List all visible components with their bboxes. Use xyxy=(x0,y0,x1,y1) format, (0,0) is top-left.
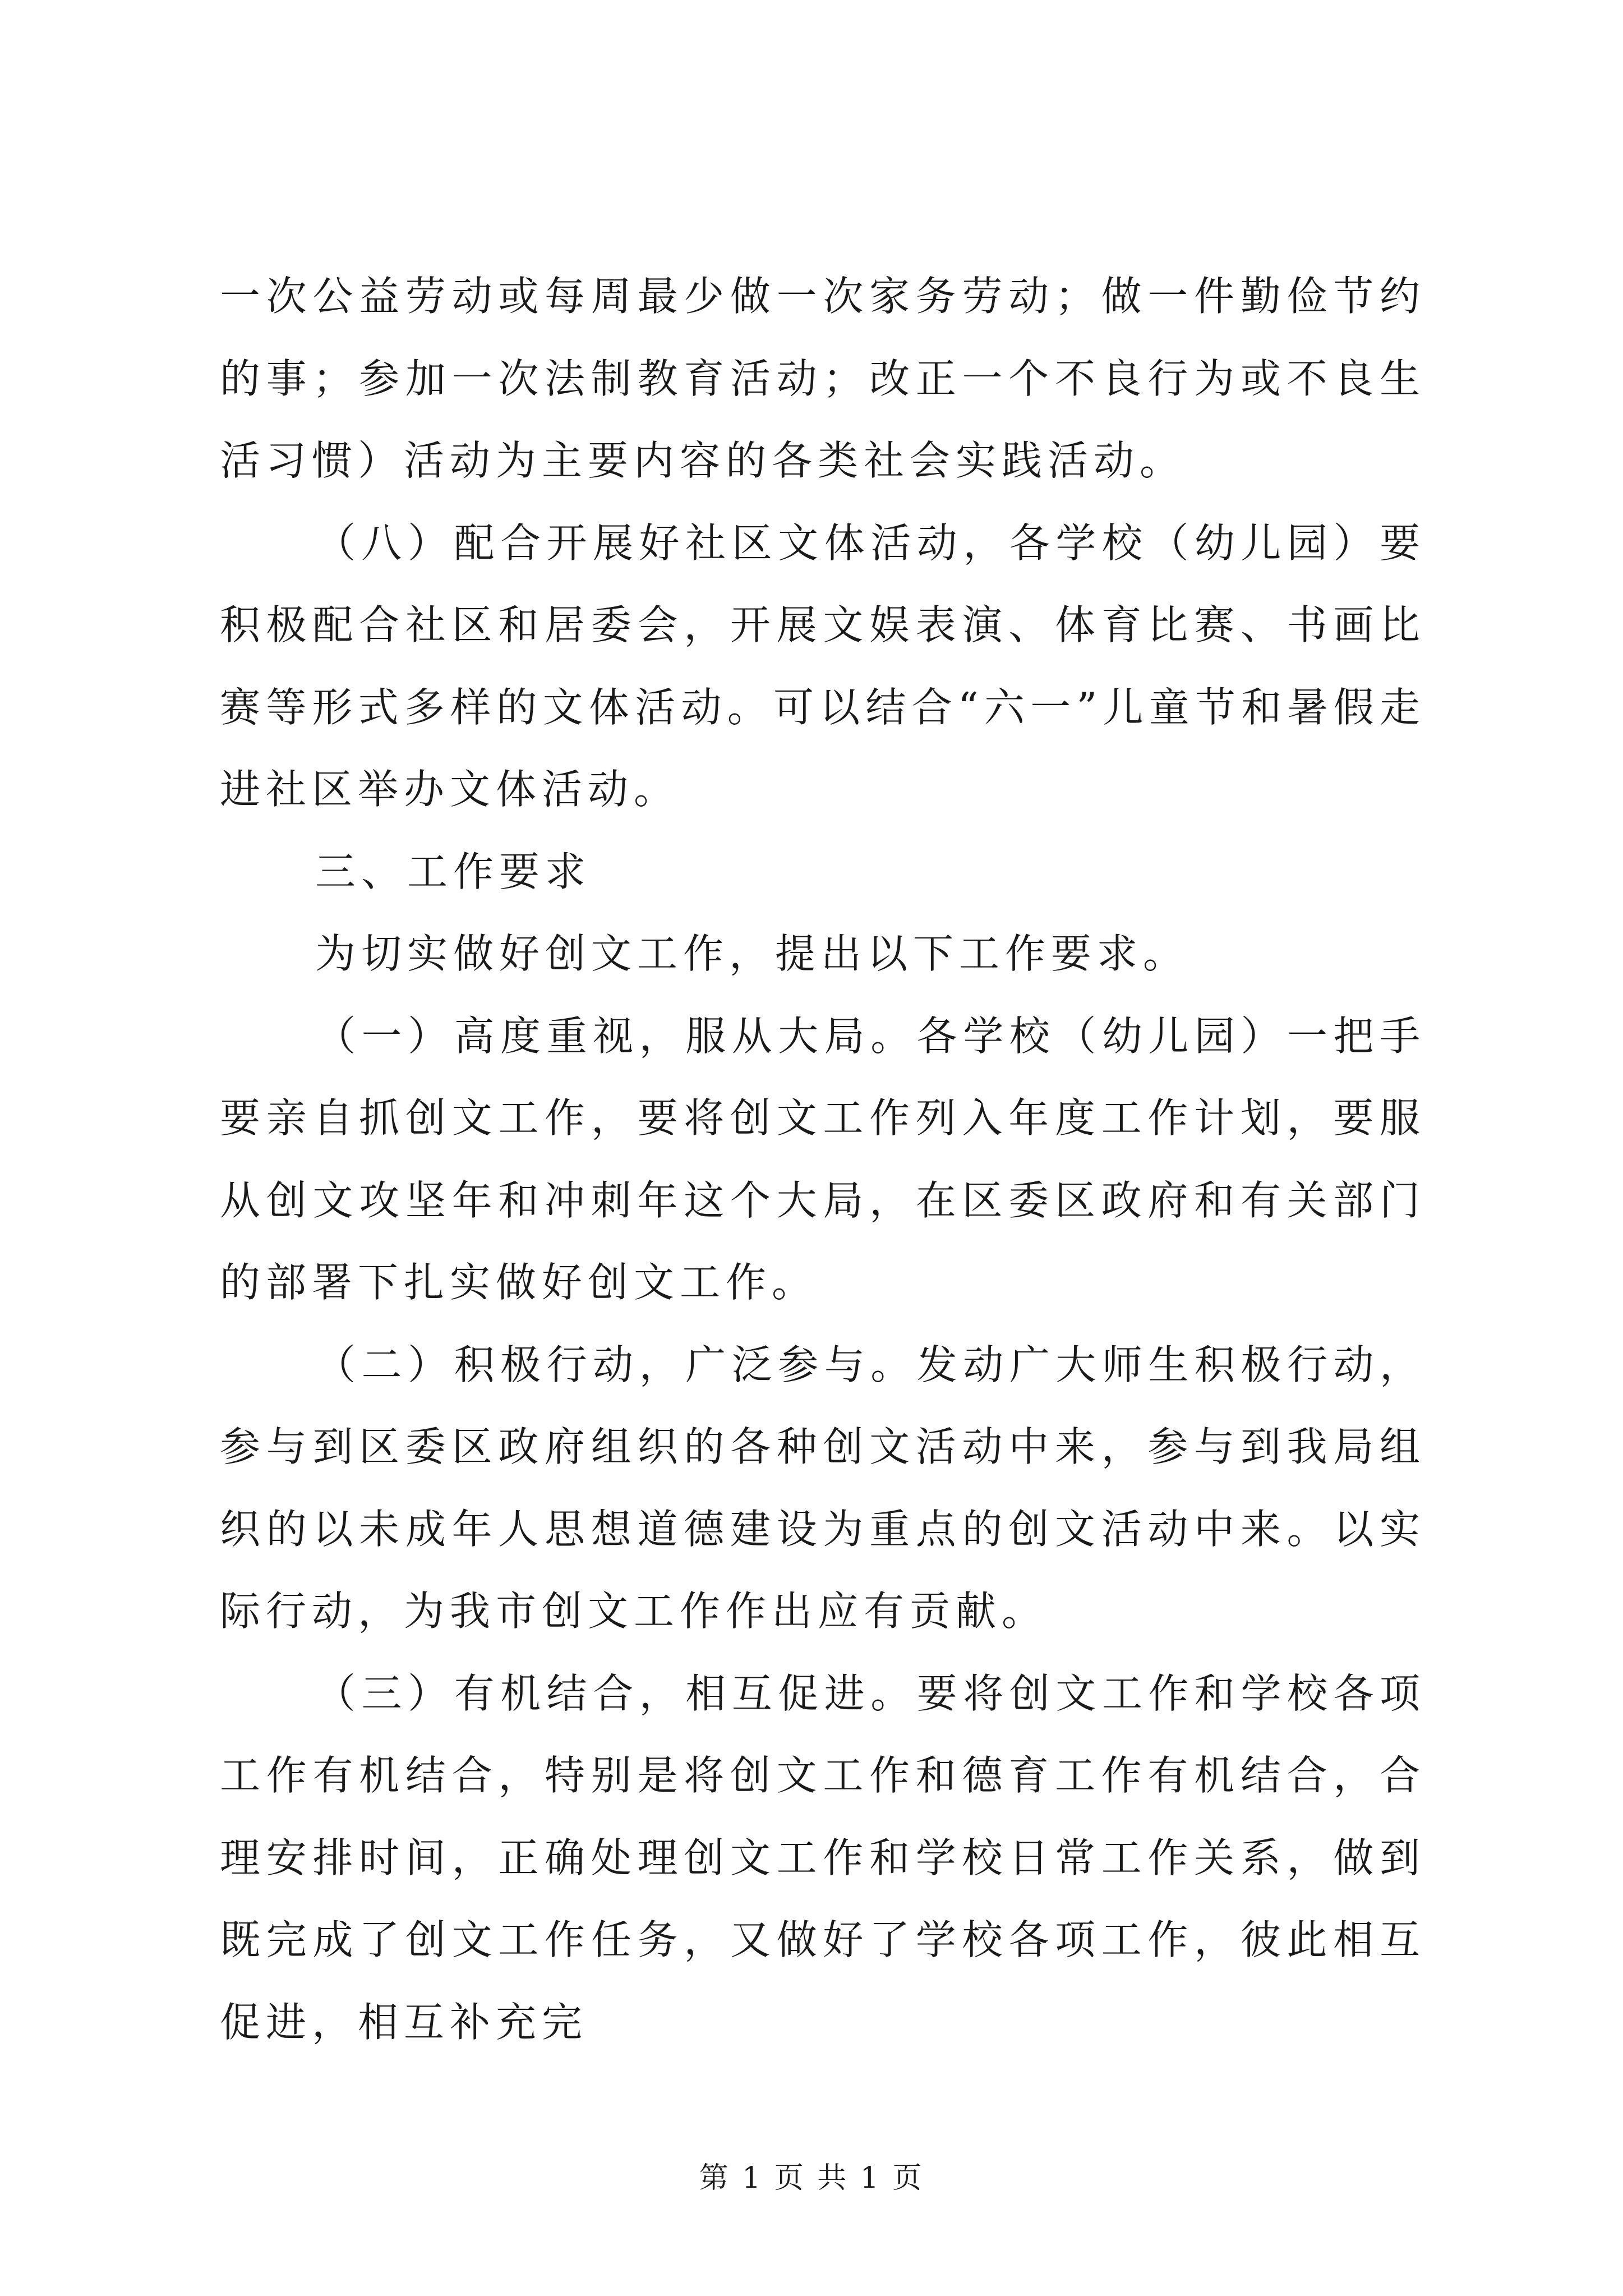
paragraph-requirement-1: （一）高度重视，服从大局。各学校（幼儿园）一把手要亲自抓创文工作，要将创文工作列入年度工作计划，要服从创文攻坚年和冲刺年这个大局，在区委区政府和有关部门的部署下扎实做好创文工作。 xyxy=(220,1012,1426,1306)
page-footer xyxy=(0,2154,1623,2196)
paragraph-continuation: 一次公益劳动或每周最少做一次家务劳动；做一件勤俭节约的事；参加一次法制教育活动；改正一个不良行为或不良生活习惯）活动为主要内容的各类社会实践活动。 xyxy=(220,273,1426,484)
section-heading: 三、工作要求 xyxy=(315,848,592,895)
paragraph-requirement-3: （三）有机结合，相互促进。要将创文工作和学校各项工作有机结合，特别是将创文工作和德育工作有机结合，合理安排时间，正确处理创文工作和学校日常工作关系，做到既完成了创文工作任务，又做好了学校各项工作，彼此相互促进，相互补充完 xyxy=(220,1669,1426,2046)
paragraph-item-8: （八）配合开展好社区文体活动，各学校（幼儿园）要积极配合社区和居委会，开展文娱表演、体育比赛、书画比赛等形式多样的文体活动。可以结合“六一”儿童节和暑假走进社区举办文体活动。 xyxy=(220,519,1426,813)
paragraph-requirement-2: （二）积极行动，广泛参与。发动广大师生积极行动，参与到区委区政府组织的各种创文活动中来，参与到我局组织的以未成年人思想道德建设为重点的创文活动中来。以实际行动，为我市创文工作作出应有贡献。 xyxy=(220,1341,1426,1635)
document-body xyxy=(220,255,1426,2063)
page-number-label: 第 1 页 共 1 页 xyxy=(699,2161,924,2195)
paragraph-intro: 为切实做好创文工作，提出以下工作要求。 xyxy=(315,930,1189,977)
